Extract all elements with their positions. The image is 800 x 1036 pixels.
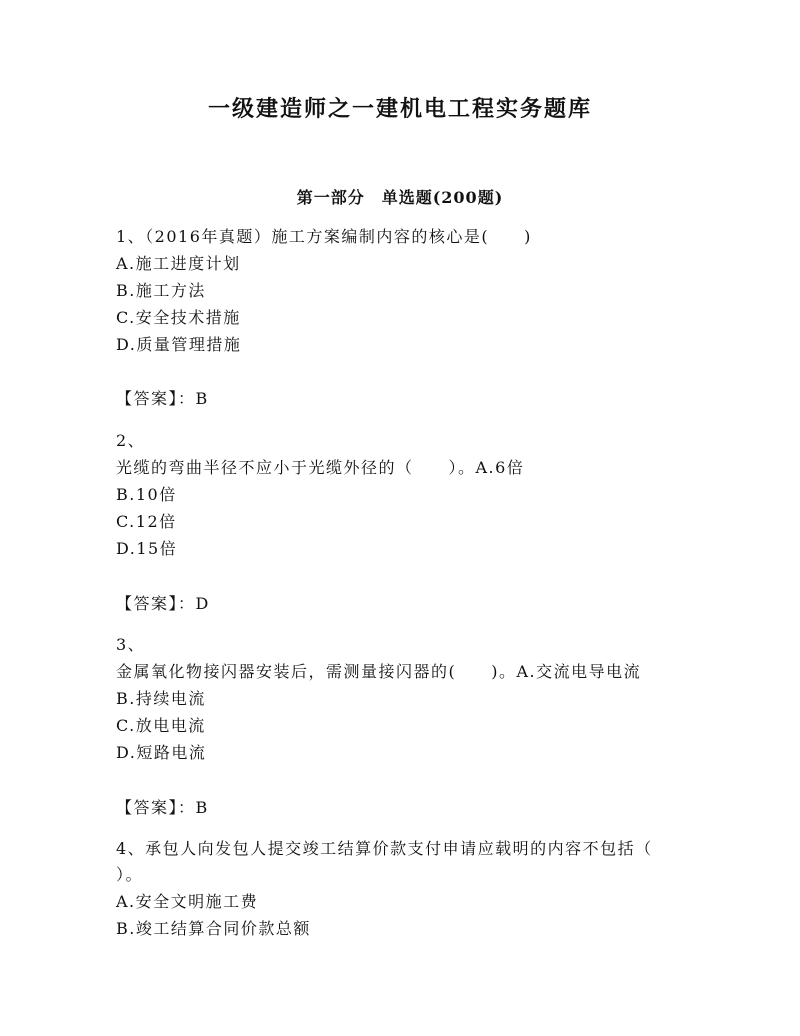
question-3-option-d: D.短路电流 — [116, 743, 207, 762]
question-2-option-b: B.10倍 — [116, 485, 177, 504]
question-3-answer: 【答案】：B — [116, 798, 209, 817]
section-heading: 第一部分 单选题(200题) — [296, 188, 504, 207]
question-2-answer: 【答案】：D — [116, 594, 210, 613]
question-4-stem: 4、承包人向发包人提交竣工结算价款支付申请应载明的内容不包括（ — [116, 839, 653, 858]
question-1-stem: 1、（2016年真题）施工方案编制内容的核心是( ) — [116, 227, 532, 246]
question-1-answer: 【答案】：B — [116, 389, 209, 408]
document-title: 一级建造师之一建机电工程实务题库 — [207, 96, 592, 122]
question-1-option-a: A.施工进度计划 — [116, 254, 241, 273]
question-4-option-b: B.竣工结算合同价款总额 — [116, 919, 311, 938]
question-2-number: 2、 — [116, 431, 146, 450]
question-2-option-c: C.12倍 — [116, 512, 177, 531]
question-3-stem: 金属氧化物接闪器安装后，需测量接闪器的( )。A.交流电导电流 — [116, 662, 642, 681]
question-3-number: 3、 — [116, 635, 146, 654]
question-2-stem: 光缆的弯曲半径不应小于光缆外径的（ ）。A.6倍 — [116, 458, 525, 477]
question-4-option-a: A.安全文明施工费 — [116, 892, 259, 911]
question-1-option-b: B.施工方法 — [116, 281, 206, 300]
question-1-option-c: C.安全技术措施 — [116, 308, 241, 327]
question-3-option-c: C.放电电流 — [116, 716, 206, 735]
question-2-option-d: D.15倍 — [116, 539, 178, 558]
question-3-option-b: B.持续电流 — [116, 689, 206, 708]
question-4-stem-continued: ）。 — [116, 865, 144, 884]
question-1-option-d: D.质量管理措施 — [116, 335, 242, 354]
